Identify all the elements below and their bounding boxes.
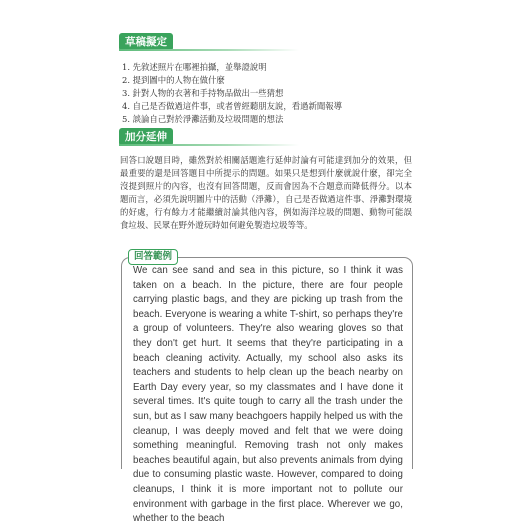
extension-section-label: 加分延伸 (119, 128, 173, 146)
outline-item: 3. 針對人物的衣著和手持物品做出一些猜想 (122, 88, 284, 98)
outline-item: 2. 提到圖中的人物在做什麼 (122, 75, 225, 85)
outline-item: 1. 先敘述照片在哪裡拍攝，並舉證說明 (122, 62, 267, 72)
sample-answer-text: We can see sand and sea in this picture, so I think it was taken on a beach. In the picture, there are four people carrying plastic bags, and they are picking up trash from the beach. Everyone is wearing a white T-shirt, so perhaps they're a group of volunteers. They're also wearing gloves so that they don't get hurt. It seems that they're participating in a beach cleaning activity. Actually, my school also asks its teachers and students to help clean up the beach nearby on Earth Day every year, so my classmates and I have done it several times. It's quite tough to carry all the trash under the sun, but as I saw many beachgoers happily helped us with the cleanup, I was deeply moved and felt that we were doing something meaningful. Removing trash not only makes beaches beautiful again, but also prevents animals from dying due to consuming plastic waste. However, compared to doing cleanups, I think it is more important not to pollute our environment with garbage in the first place. Wherever we go, whether to the beach (133, 265, 403, 525)
outline-item: 4. 自己是否做過這件事，或者曾經聽朋友說，看過新聞報導 (122, 101, 343, 111)
outline-item: 5. 談論自己對於淨灘活動及垃圾問題的想法 (122, 114, 284, 124)
extension-paragraph: 回答口說題目時，雖然對於相關話題進行延伸討論有可能達到加分的效果，但最重要的還是回答題目中所提示的問題。如果只是想到什麼就說什麼，卻完全沒提到照片的內容，也沒有回答問題，反而會因為不合題意而降低得分。以本題而言，必須先說明圖片中的活動（淨灘），自己是否做過這件事、淨灘對環境的好處，行有餘力才能繼續討論其他內容，例如海洋垃圾的問題、動物可能誤食垃圾、民眾在野外遊玩時如何避免製造垃圾等等。 (120, 155, 412, 230)
draft-outline-list (122, 61, 342, 126)
draft-section-label: 草稿擬定 (119, 33, 173, 51)
draft-section-divider (119, 49, 299, 51)
sample-answer-label: 回答範例 (128, 249, 178, 265)
extension-section-divider (119, 144, 299, 146)
